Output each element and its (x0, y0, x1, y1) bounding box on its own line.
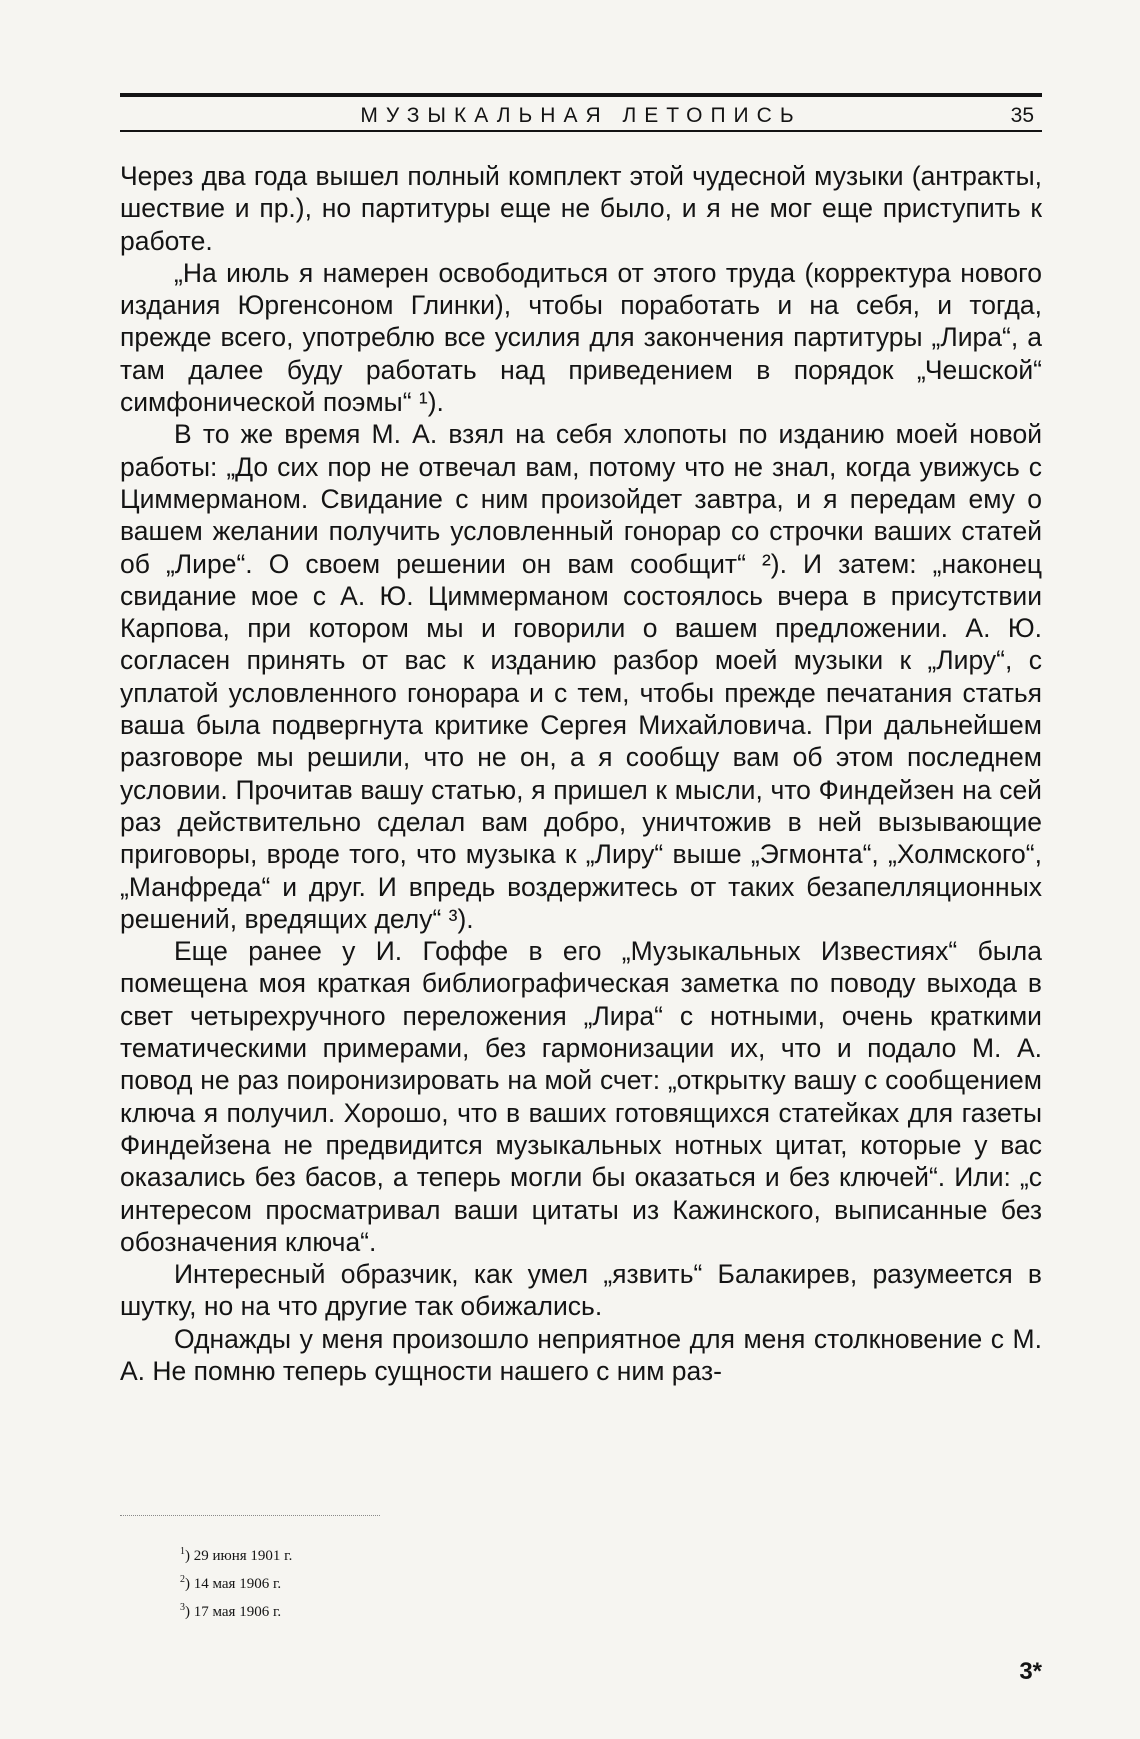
paragraph: В то же время М. А. взял на себя хлопоты по изданию моей новой работы: „До сих пор не отвечал вам, потому что не знал, когда увижусь с Циммерманом. Свидание с ним произойдет завтра, и я передам ему о вашем желании получить условленный гонорар со строчки ваших статей об „Лире“. О своем решении он вам сообщит“ ²). И затем: „наконец свидание мое с А. Ю. Циммерманом состоялось вчера в присутствии Карпова, при котором мы и говорили о вашем предложении. А. Ю. согласен принять от вас к изданию разбор моей музыки к „Лиру“, с уплатой условленного гонорара и с тем, чтобы прежде печатания статья ваша была подвергнута критике Сергея Михайловича. При дальнейшем разговоре мы решили, что не он, а я сообщу вам об этом последнем условии. Прочитав вашу статью, я пришел к мысли, что Финдейзен на сей раз действительно сделал вам добро, уничтожив в ней вызывающие приговоры, вроде того, что музыка к „Лиру“ выше „Эгмонта“, „Холмского“, „Манфреда“ и друг. И впредь воздержитесь от таких безапелляционных решений, вредящих делу“ ³). (120, 419, 1042, 934)
paragraph: Интересный образчик, как умел „язвить“ Балакирев, разумеется в шутку, но на что другие так обижались. (120, 1259, 1042, 1322)
footnote-mark: 1 (180, 1546, 185, 1557)
footnote-text: ) 29 июня 1901 г. (185, 1548, 293, 1564)
footnote (180, 1568, 292, 1596)
signature-mark: 3* (1019, 1658, 1042, 1685)
header-rule-top (120, 93, 1042, 97)
body-text (120, 160, 1042, 1387)
footnote-text: ) 17 мая 1906 г. (185, 1604, 282, 1620)
header-rule-bottom (120, 130, 1042, 132)
paragraph: Еще ранее у И. Гоффе в его „Музыкальных Известиях“ была помещена моя краткая библиографическая заметка по поводу выхода в свет четырехручного переложения „Лира“ с нотными, очень краткими тематическими примерами, без гармонизации их, что и подало М. А. повод не раз поиронизировать на мой счет: „открытку вашу с сообщением ключа я получил. Хорошо, что в ваших готовящихся статейках для газеты Финдейзена не предвидится музыкальных нотных цитат, которые у вас оказались без басов, а теперь могли бы оказаться и без ключей“. Или: „с интересом просматривал ваши цитаты из Кажинского, выписанные без обозначения ключа“. (120, 936, 1042, 1257)
footnote-mark: 3 (180, 1602, 185, 1613)
footnote-text: ) 14 мая 1906 г. (185, 1576, 282, 1592)
paragraph: Однажды у меня произошло неприятное для меня столкновение с М. А. Не помню теперь сущности нашего с ним раз- (120, 1323, 1042, 1386)
paragraph: „На июль я намерен освободиться от этого труда (корректура нового издания Юргенсоном Глинки), чтобы поработать и на себя, и тогда, прежде всего, употреблю все усилия для закончения партитуры „Лира“, а там далее буду работать над приведением в порядок „Чешской“ симфонической поэмы“ ¹). (120, 257, 1042, 418)
footnote (180, 1540, 292, 1568)
page-number: 35 (1010, 104, 1034, 127)
footnotes (180, 1540, 292, 1624)
running-title: МУЗЫКАЛЬНАЯ ЛЕТОПИСЬ (360, 104, 802, 127)
running-header (120, 93, 1042, 135)
footnote-mark: 2 (180, 1574, 185, 1585)
footnote (180, 1596, 292, 1624)
footnote-separator (120, 1515, 380, 1516)
paragraph: Через два года вышел полный комплект этой чудесной музыки (антракты, шествие и пр.), но партитуры еще не было, и я не мог еще приступить к работе. (120, 161, 1042, 256)
